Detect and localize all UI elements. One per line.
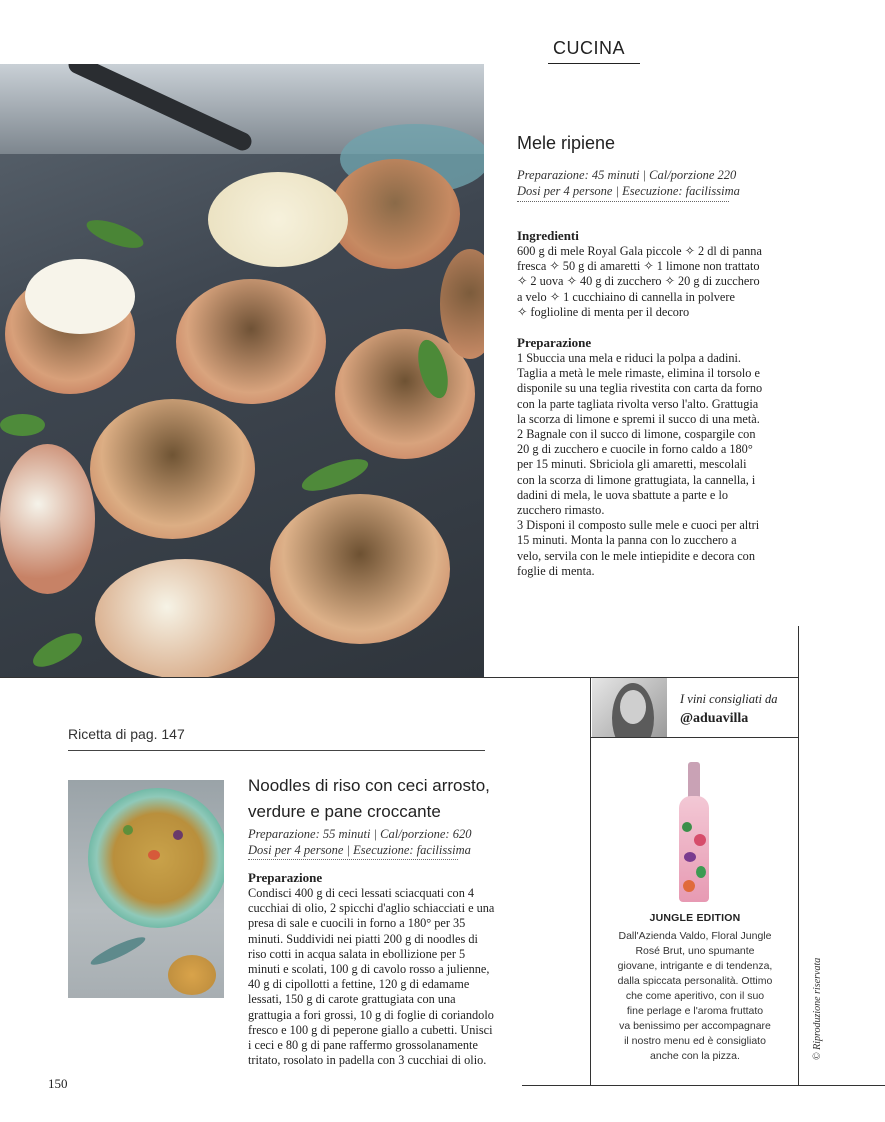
wine-text-line: giovane, intrigante e di tendenza, bbox=[617, 960, 773, 972]
prep-line: lessati, 150 g di carote grattugiata con una bbox=[248, 992, 456, 1007]
recipe2-meta-prep: Preparazione: 55 minuti | Cal/porzione: 620 bbox=[248, 827, 472, 841]
wine-description bbox=[604, 929, 786, 1064]
prep-line: tritato, rosolato in padella con 3 cucchiai di olio. bbox=[248, 1053, 487, 1068]
ingredients-line: a velo ✧ 1 cucchiaino di cannella in polvere bbox=[517, 289, 735, 304]
recipe2-preparation-text bbox=[248, 886, 510, 1068]
prep-line: 1 Sbuccia una mela e riduci la polpa a dadini. bbox=[517, 351, 741, 365]
section-divider-horizontal bbox=[0, 677, 798, 678]
wine-text-line: va benissimo per accompagnare bbox=[619, 1020, 771, 1032]
wine-box-right-border bbox=[798, 626, 799, 1086]
prep-line: 3 Disponi il composto sulle mele e cuoci per altri bbox=[517, 518, 760, 533]
wine-bottle-image bbox=[676, 762, 712, 902]
recipe-reference-divider bbox=[68, 750, 485, 751]
wine-text-line: fine perlage e l'aroma fruttato bbox=[626, 1005, 764, 1017]
prep-line: velo, servila con le mele intiepidite e decora con bbox=[517, 548, 755, 563]
prep-line: con la scorza di limone grattugiata, la cannella, i bbox=[517, 472, 756, 487]
recipe-reference-label: Ricetta di pag. 147 bbox=[68, 726, 185, 742]
prep-line: fresco e 100 g di peperone giallo a cubetti. Unisci bbox=[248, 1022, 493, 1037]
bottom-divider bbox=[522, 1085, 885, 1086]
prep-line: minuti e scolati, 100 g di cavolo rosso a julienne, bbox=[248, 962, 490, 977]
recipe2-meta-servings: Dosi per 4 persone | Esecuzione: facilissima bbox=[248, 843, 471, 857]
wine-intro: I vini consigliati da bbox=[680, 692, 778, 706]
prep-line: cucchiai di olio, 2 spicchi d'aglio schiacciati e una bbox=[248, 901, 495, 916]
hero-photo-stuffed-apples bbox=[0, 64, 484, 677]
recipe2-meta-divider bbox=[248, 859, 458, 860]
prep-line: minuti. Suddividi nei piatti 200 g di noodles di bbox=[248, 931, 478, 946]
prep-line: grattugia a fori grossi, 10 g di foglie di coriandolo bbox=[248, 1007, 494, 1022]
prep-line: 20 g di zucchero e cuocile in forno caldo a 180° bbox=[517, 442, 753, 457]
prep-line: dadini di mela, le uova sbattute a parte e lo bbox=[517, 487, 729, 502]
meta-divider bbox=[517, 201, 729, 202]
recipe-meta-servings: Dosi per 4 persone | Esecuzione: facilissima bbox=[517, 184, 740, 198]
prep-line: 15 minuti. Monta la panna con lo zucchero a bbox=[517, 533, 737, 548]
ingredients-line: ✧ 2 uova ✧ 40 g di zucchero ✧ 20 g di zucchero bbox=[517, 274, 760, 289]
prep-line: con la parte tagliata rivolta verso l'alto. Grattugia bbox=[517, 396, 759, 411]
prep-line: disponile su una teglia rivestita con carta da forno bbox=[517, 381, 763, 396]
prep-line: zucchero rimasto. bbox=[517, 503, 605, 518]
preparation-heading: Preparazione bbox=[517, 335, 592, 350]
noodles-photo bbox=[68, 780, 224, 998]
wine-text-line: il nostro menu ed è consigliato bbox=[624, 1035, 766, 1047]
avatar bbox=[592, 678, 667, 737]
prep-line: Condisci 400 g di ceci lessati sciacquati con 4 bbox=[248, 886, 475, 900]
wine-text-line: Rosé Brut, uno spumante bbox=[635, 945, 755, 957]
recipe2-title bbox=[248, 773, 490, 825]
wine-text-line: che come aperitivo, con il suo bbox=[625, 990, 765, 1002]
copyright-credit: © Riproduzione riservata bbox=[812, 957, 823, 1060]
wine-text-line: Dall'Azienda Valdo, Floral Jungle bbox=[618, 930, 772, 942]
section-label: CUCINA bbox=[553, 38, 626, 58]
ingredients-line: fresca ✧ 50 g di amaretti ✧ 1 limone non trattato bbox=[517, 259, 760, 274]
prep-line: Taglia a metà le mele rimaste, elimina il torsolo e bbox=[517, 366, 760, 381]
recipe2-title-line: verdure e pane croccante bbox=[248, 802, 441, 821]
preparation-text bbox=[517, 351, 779, 579]
ingredients-heading: Ingredienti bbox=[517, 228, 579, 243]
prep-line: i ceci e 80 g di pane raffermo grossolanamente bbox=[248, 1038, 478, 1053]
prep-line: 40 g di cipollotti a fettine, 120 g di edamame bbox=[248, 977, 470, 992]
recipe2-title-line: Noodles di riso con ceci arrosto, bbox=[248, 776, 490, 795]
wine-author-handle: @aduavilla bbox=[680, 711, 749, 726]
wine-box-header-divider bbox=[590, 737, 798, 738]
page-number: 150 bbox=[48, 1076, 68, 1091]
prep-line: la scorza di limone e spremi il succo di una metà. bbox=[517, 411, 760, 426]
ingredients-line: 600 g di mele Royal Gala piccole ✧ 2 dl di panna bbox=[517, 244, 762, 258]
wine-title: JUNGLE EDITION bbox=[649, 912, 741, 924]
wine-box-left-border bbox=[590, 677, 591, 1086]
ingredients-list bbox=[517, 244, 777, 320]
wine-text-line: anche con la pizza. bbox=[650, 1050, 740, 1062]
wine-text-line: dalla spiccata personalità. Ottimo bbox=[617, 975, 773, 987]
recipe2-preparation-heading: Preparazione bbox=[248, 870, 323, 885]
prep-line: 2 Bagnale con il succo di limone, cospargile con bbox=[517, 427, 756, 442]
prep-line: per 15 minuti. Sbriciola gli amaretti, mescolali bbox=[517, 457, 747, 472]
prep-line: riso cotti in acqua salata in ebollizione per 5 bbox=[248, 946, 466, 961]
recipe-meta-prep: Preparazione: 45 minuti | Cal/porzione 220 bbox=[517, 168, 737, 182]
recipe-title: Mele ripiene bbox=[517, 133, 616, 153]
section-divider bbox=[548, 63, 640, 64]
ingredients-line: ✧ foglioline di menta per il decoro bbox=[517, 304, 690, 319]
prep-line: foglie di menta. bbox=[517, 563, 595, 578]
prep-line: presa di sale e cuocili in forno a 180° per 35 bbox=[248, 916, 466, 931]
